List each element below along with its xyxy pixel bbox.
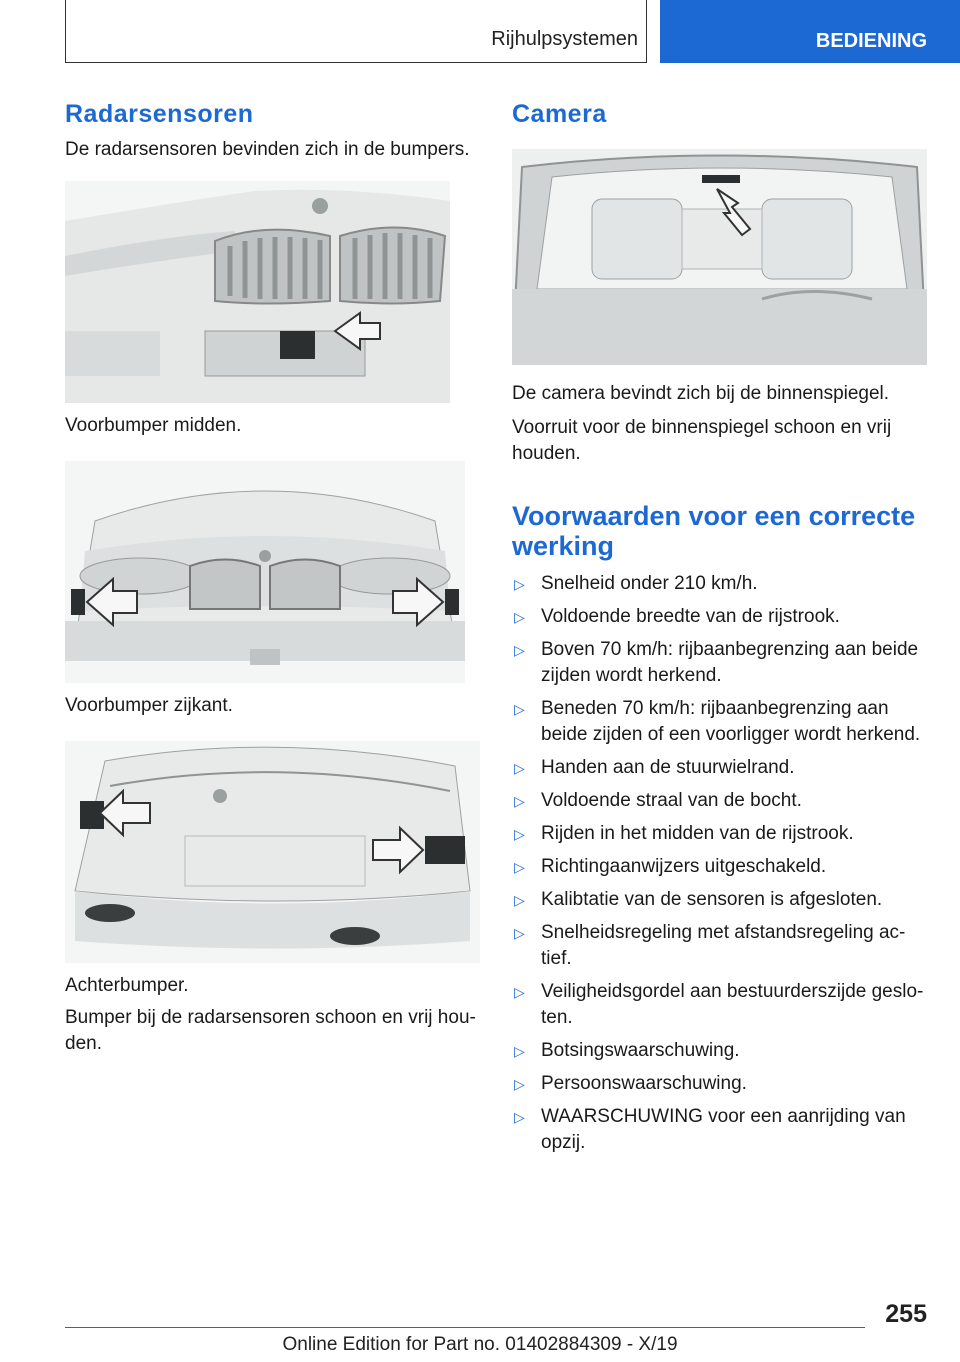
radar-sensor-left [71, 589, 85, 615]
list-item: ▷ Rijden in het midden van de rijstrook. [512, 821, 932, 847]
conditions-title: Voorwaarden voor een correcte werking [512, 501, 916, 561]
list-item: ▷ Richtingaanwijzers uitgeschakeld. [512, 854, 932, 880]
conditions-list [512, 571, 932, 1156]
list-item: ▷ Snelheid onder 210 km/h. [512, 571, 932, 597]
radar-sensor-right [425, 836, 465, 864]
front-bumper-center-figure [65, 181, 450, 403]
triangle-bullet-icon: ▷ [514, 984, 525, 1000]
triangle-bullet-icon: ▷ [514, 1076, 525, 1092]
camera-mount [702, 175, 740, 183]
right-column [512, 100, 932, 1163]
triangle-bullet-icon: ▷ [514, 892, 525, 908]
triangle-bullet-icon: ▷ [514, 642, 525, 658]
camera-cleaning-note: Voorruit voor de binnenspiegel schoon en vrij houden. [512, 417, 892, 464]
triangle-bullet-icon: ▷ [514, 925, 525, 941]
front-bumper-side-figure [65, 461, 465, 683]
fig3-caption: Achterbumper. [65, 975, 189, 996]
brand-badge [213, 789, 227, 803]
triangle-bullet-icon: ▷ [514, 576, 525, 592]
list-item: ▷ Botsingswaarschuwing. [512, 1038, 932, 1064]
footer-divider [65, 1327, 865, 1328]
triangle-bullet-icon: ▷ [514, 1109, 525, 1125]
radar-intro: De radarsensoren bevinden zich in de bumpers. [65, 139, 470, 160]
radar-sensor-center [280, 331, 315, 359]
radar-section-title: Radarsensoren [65, 100, 254, 128]
radar-cleaning-note: Bumper bij de radarsensoren schoon en vrij hou-den. [65, 1007, 476, 1054]
rear-bumper-figure [65, 741, 480, 963]
kidney-grille-right [270, 560, 340, 610]
list-item: ▷ Voldoende breedte van de rijstrook. [512, 604, 932, 630]
list-item: ▷ Persoonswaarschuwing. [512, 1071, 932, 1097]
list-item: ▷ Veiligheidsgordel aan bestuurderszijde geslo-ten. [514, 981, 924, 1028]
page-number: 255 [885, 1300, 927, 1328]
triangle-bullet-icon: ▷ [514, 609, 525, 625]
triangle-bullet-icon: ▷ [514, 826, 525, 842]
triangle-bullet-icon: ▷ [514, 793, 525, 809]
brand-badge [312, 198, 328, 214]
radar-sensor-left [80, 801, 104, 829]
header-section-title: Rijhulpsystemen [491, 28, 638, 50]
list-item: ▷ Kalibtatie van de sensoren is afgesloten. [512, 887, 932, 913]
camera-location-caption: De camera bevindt zich bij de binnenspiegel. [512, 383, 890, 404]
brand-badge [259, 550, 271, 562]
list-item: ▷ Snelheidsregeling met afstandsregeling ac-tief. [514, 922, 906, 969]
kidney-grille-left [190, 560, 260, 610]
triangle-bullet-icon: ▷ [514, 859, 525, 875]
camera-figure [512, 149, 927, 365]
footer-edition: Online Edition for Part no. 01402884309 - X/19 [282, 1334, 678, 1355]
seat-left [592, 199, 682, 279]
triangle-bullet-icon: ▷ [514, 760, 525, 776]
list-item: ▷ Beneden 70 km/h: rijbaanbegrenzing aan beide zijden of een voorligger wordt herkend. [514, 698, 921, 745]
radar-sensor-right [445, 589, 459, 615]
header-chapter-tab[interactable]: BEDIENING [660, 0, 960, 63]
seat-right [762, 199, 852, 279]
exhaust-left [85, 904, 135, 922]
fig1-caption: Voorbumper midden. [65, 415, 242, 436]
list-item: ▷ WAARSCHUWING voor een aanrijding van opzij. [514, 1106, 906, 1153]
fig2-caption: Voorbumper zijkant. [65, 695, 233, 716]
exhaust-right [330, 927, 380, 945]
list-item: ▷ Handen aan de stuurwielrand. [512, 755, 932, 781]
list-item: ▷ Voldoende straal van de bocht. [512, 788, 932, 814]
left-column [65, 100, 480, 1057]
triangle-bullet-icon: ▷ [514, 701, 525, 717]
camera-section-title: Camera [512, 100, 607, 128]
triangle-bullet-icon: ▷ [514, 1043, 525, 1059]
list-item: ▷ Boven 70 km/h: rijbaanbegrenzing aan beide zijden wordt herkend. [514, 639, 919, 686]
